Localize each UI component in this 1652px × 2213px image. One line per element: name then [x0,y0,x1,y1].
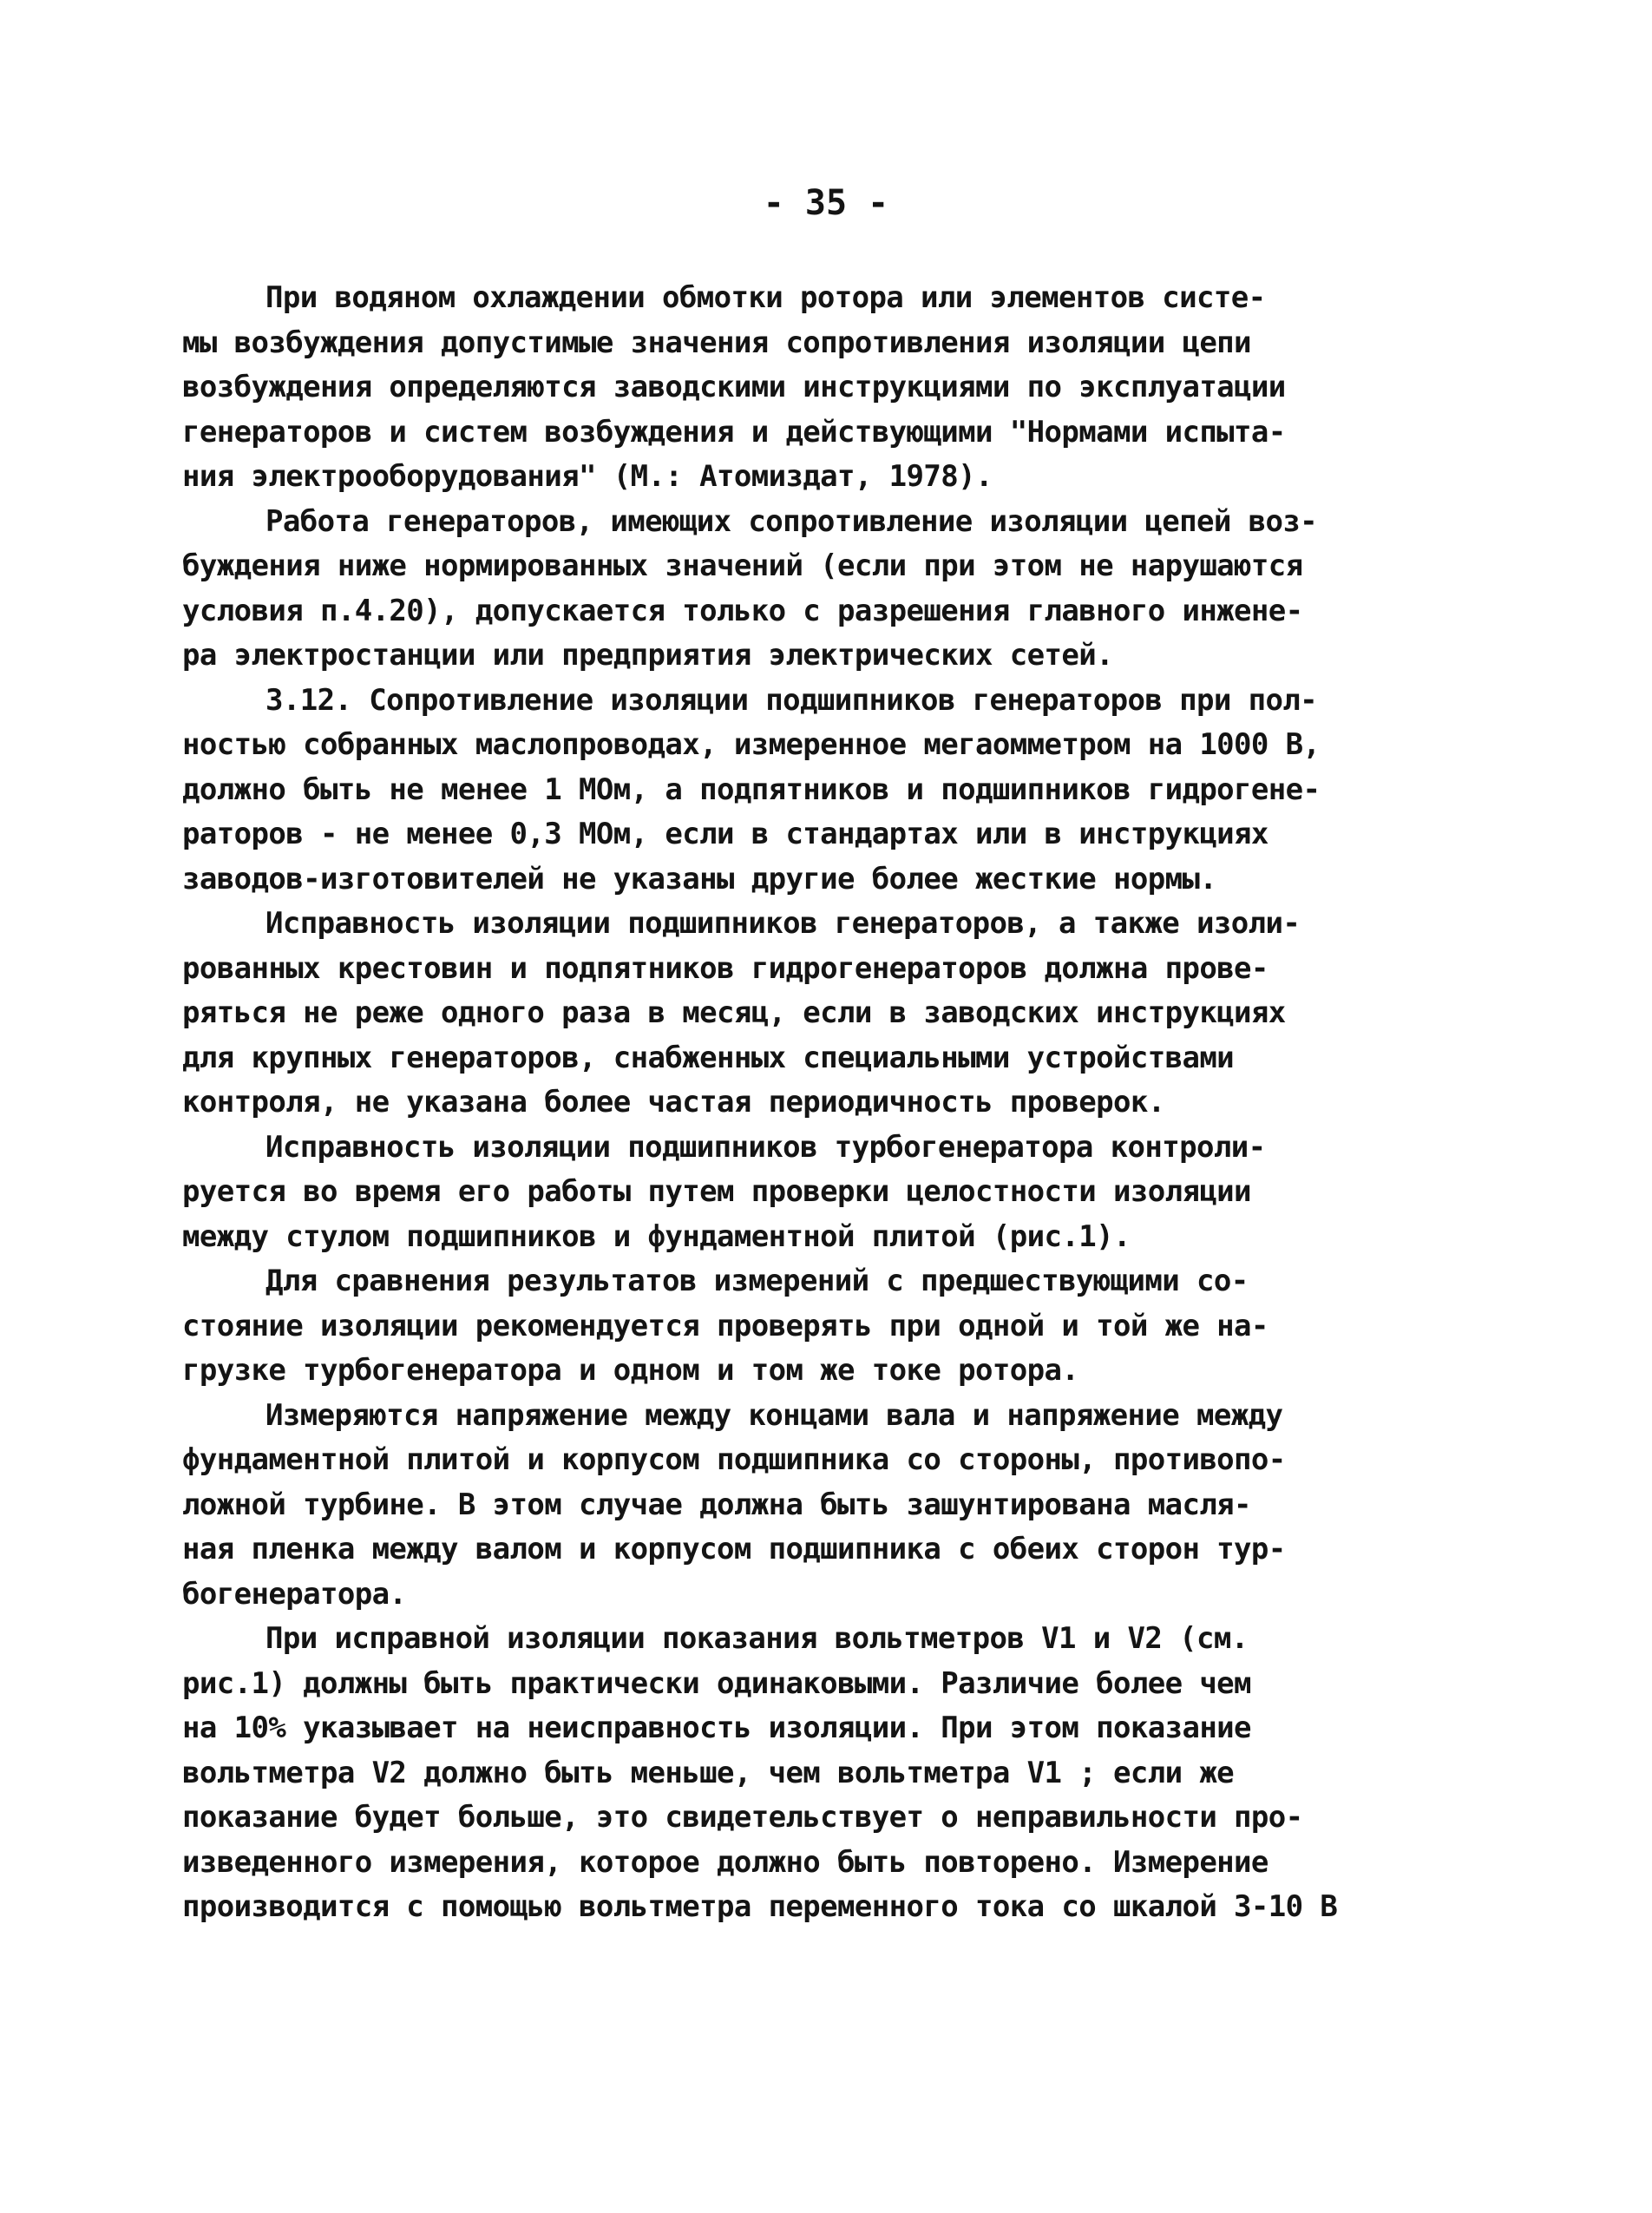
text-line: богенератора. [182,1576,407,1612]
text-line: стояние изоляции рекомендуется проверять при одной и той же на- [182,1308,1268,1343]
text-line: буждения ниже нормированных значений (если при этом не нарушаются [182,548,1303,583]
text-line: контроля, не указана более частая периодичность проверок. [182,1085,1165,1120]
text-line: изведенного измерения, которое должно быть повторено. Измерение [182,1844,1268,1880]
text-line: При водяном охлаждении обмотки ротора или элементов систе- [266,280,1266,315]
page-number: - 35 - [763,183,889,223]
paragraph-rotor-cooling [182,276,1432,500]
text-line: на 10% указывает на неисправность изоляции. При этом показание [182,1711,1251,1745]
text-line: ложной турбине. В этом случае должна быть зашунтирована масля- [182,1487,1251,1522]
text-line: Исправность изоляции подшипников турбогенератора контроли- [266,1129,1266,1165]
text-line: руется во время его работы путем проверки целостности изоляции [182,1174,1251,1209]
text-line: вольтметра V2 должно быть меньше, чем вольтметра V1 ; если же [182,1755,1235,1790]
text-line: рованных крестовин и подпятников гидрогенераторов должна прове- [182,950,1268,986]
text-line: между стулом подшипников и фундаментной плитой (рис.1). [182,1218,1131,1254]
text-line: Измеряются напряжение между концами вала и напряжение между [266,1397,1283,1433]
text-line: Для сравнения результатов измерений с предшествующими со- [266,1264,1249,1298]
text-line: должно быть не менее 1 МОм, а подпятников и подшипников гидрогене- [182,772,1321,807]
text-line: генераторов и систем возбуждения и действующими "Нормами испыта- [182,414,1286,450]
text-line: Исправность изоляции подшипников генераторов, а также изоли- [266,906,1301,941]
paragraph-section-3-12 [182,679,1432,903]
text-line: условия п.4.20), допускается только с разрешения главного инжене- [182,593,1303,628]
paragraph-bearing-insulation-check [182,902,1432,1126]
paragraph-generator-operation [182,500,1432,679]
text-line: для крупных генераторов, снабженных специальными устройствами [182,1040,1235,1075]
text-line: ния электрооборудования" (М.: Атомиздат, 1978). [182,459,993,494]
text-line: ная пленка между валом и корпусом подшипника с обеих сторон тур- [182,1532,1286,1566]
paragraph-comparison [182,1259,1432,1394]
text-line: 3.12. Сопротивление изоляции подшипников генераторов при пол- [266,682,1318,718]
body-text [182,276,1432,1930]
paragraph-voltage-measurement [182,1394,1432,1618]
text-line: ра электростанции или предприятия электрических сетей. [182,638,1113,673]
text-line: Работа генераторов, имеющих сопротивление изоляции цепей воз- [266,503,1318,539]
text-line: показание будет больше, это свидетельствует о неправильности про- [182,1800,1303,1835]
text-line: заводов-изготовителей не указаны другие более жесткие нормы. [182,861,1217,896]
text-line: производится с помощью вольтметра переменного тока со шкалой 3-10 В [182,1889,1338,1924]
text-line: фундаментной плитой и корпусом подшипника со стороны, противопо- [182,1442,1286,1477]
text-line: возбуждения определяются заводскими инструкциями по эксплуатации [182,370,1286,404]
paragraph-turbogenerator-control [182,1126,1432,1260]
text-line: мы возбуждения допустимые значения сопротивления изоляции цепи [182,325,1251,360]
text-line: раторов - не менее 0,3 МОм, если в стандартах или в инструкциях [182,817,1268,851]
paragraph-voltmeter-readings [182,1617,1432,1930]
text-line: рис.1) должны быть практически одинаковыми. Различие более чем [182,1665,1251,1701]
text-line: При исправной изоляции показания вольтметров V1 и V2 (см. [266,1621,1249,1656]
text-line: грузке турбогенератора и одном и том же токе ротора. [182,1353,1079,1388]
text-line: ряться не реже одного раза в месяц, если в заводских инструкциях [182,995,1286,1030]
text-line: ностью собранных маслопроводах, измеренное мегаомметром на 1000 В, [182,727,1321,762]
